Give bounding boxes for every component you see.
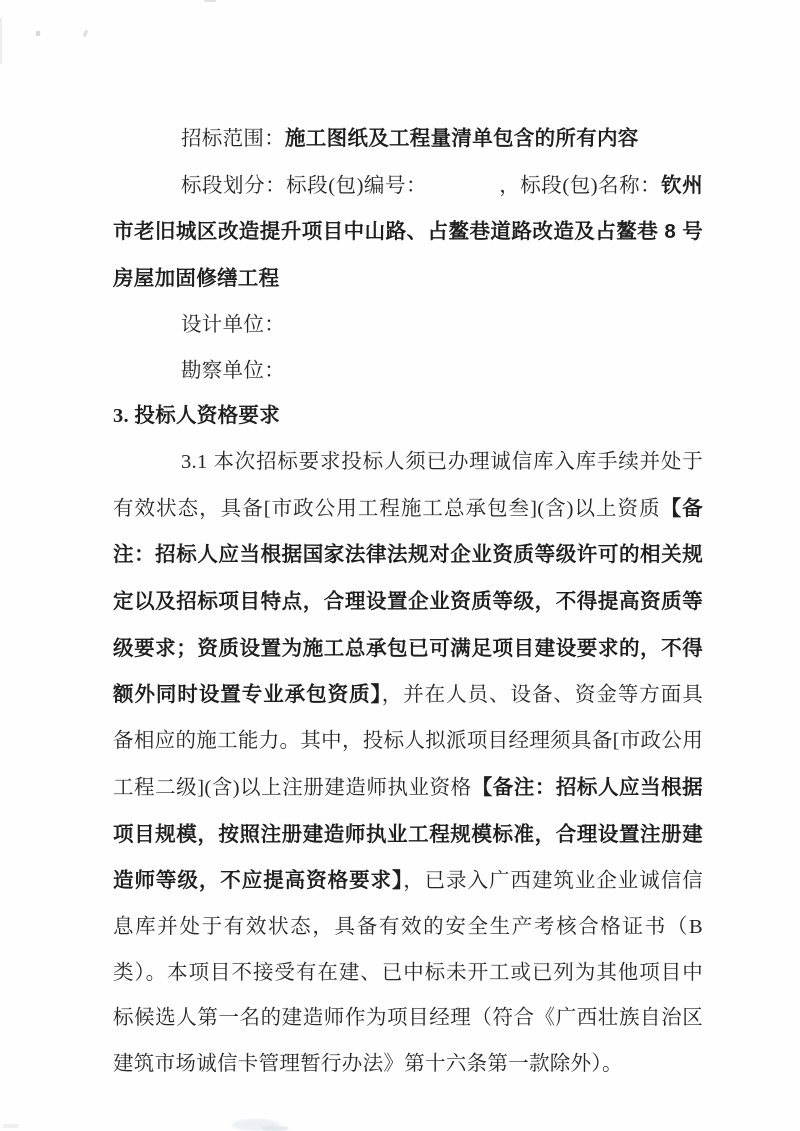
scan-speck bbox=[83, 30, 89, 38]
survey-unit-label: 勘察单位： bbox=[181, 359, 285, 382]
clause-3-1-text-2: ，并在人员、设备、资金等方面具备相应的施工能力。其中，投标人拟派项目经理须具备[市政公用工程二级](含)以上注册建造师执业资格 bbox=[113, 684, 704, 799]
section-name-label: 标段(包)名称： bbox=[520, 174, 662, 197]
scan-smudge bbox=[262, 1126, 288, 1131]
section-division-paragraph bbox=[113, 163, 703, 303]
clause-3-1-note-1: 【备注：招标人应当根据国家法律法规对企业资质等级许可的相关规定以及招标项目特点，合理设置企业资质等级，不得提高资质等级要求；资质设置为施工总承包已可满足项目建设要求的，不得额外同时设置专业承包资质】 bbox=[113, 496, 703, 707]
section-comma: ， bbox=[499, 174, 521, 197]
scan-smudge bbox=[232, 1119, 280, 1131]
document-body bbox=[113, 116, 703, 1088]
bid-scope-label: 招标范围： bbox=[181, 128, 285, 150]
clause-3-1-text: 3.1 本次招标要求投标人须已办理诚信库入库手续并处于有效状态，具备[市政公用工程施工总承包叁](含)以上资质 bbox=[113, 450, 703, 520]
bid-scope-line bbox=[113, 116, 703, 163]
section-division-label: 标段划分： bbox=[181, 174, 287, 197]
scan-speck bbox=[36, 31, 41, 37]
section-number-blank-field bbox=[427, 191, 499, 192]
design-unit-line bbox=[113, 303, 703, 349]
section-number-label: 标段(包)编号： bbox=[286, 174, 428, 197]
bid-scope-value: 施工图纸及工程量清单包含的所有内容 bbox=[285, 127, 639, 150]
scan-edge-shadow bbox=[0, 18, 2, 64]
scan-mark bbox=[204, 0, 216, 2]
scan-mark bbox=[3, 1124, 19, 1128]
clause-3-1-note-2: 【备注：招标人应当根据项目规模，按照注册建造师执业工程规模标准，合理设置注册建造师等级，不应提高资格要求】 bbox=[113, 775, 703, 893]
clause-3-1-paragraph bbox=[113, 440, 703, 1088]
survey-unit-line bbox=[113, 349, 703, 395]
design-unit-label: 设计单位： bbox=[181, 313, 285, 336]
qualification-heading: 3. 投标人资格要求 bbox=[113, 405, 280, 428]
clause-3-1-text-3: ，已录入广西建筑业企业诚信信息库并处于有效状态，具备有效的安全生产考核合格证书（B 类）。本项目不接受有在建、已中标未开工或已列为其他项目中标候选人第一名的建造师作为项目经理（符合《广西壮族自治区建筑市场诚信卡管理暂行办法》第十六条第一款除外）。 bbox=[113, 870, 703, 1076]
section-name-value: 钦州市老旧城区改造提升项目中山路、占鳌巷道路改造及占鳌巷 8 号房屋加固修缮工程 bbox=[113, 173, 703, 291]
